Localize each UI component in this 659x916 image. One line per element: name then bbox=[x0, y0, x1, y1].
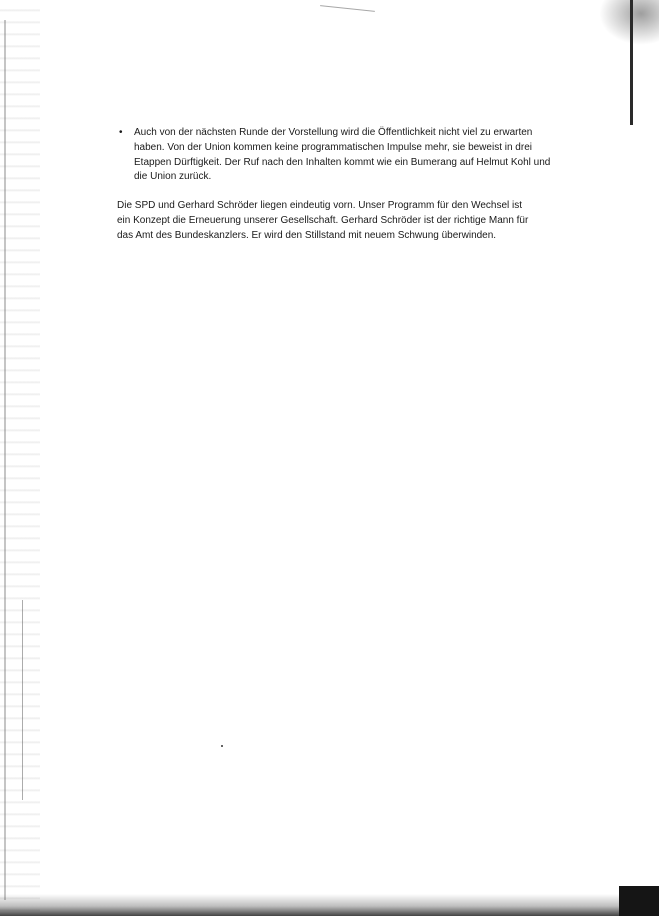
scan-line-left-lower bbox=[22, 600, 23, 800]
bullet-marker: • bbox=[119, 127, 123, 138]
scan-corner-bottom-right bbox=[619, 886, 659, 916]
scan-edge-left bbox=[0, 0, 40, 916]
scan-line-left bbox=[4, 20, 6, 900]
bullet-item bbox=[117, 126, 562, 185]
scan-stroke-top bbox=[320, 5, 375, 12]
scan-smudge-top-right bbox=[599, 0, 659, 45]
bullet-list bbox=[117, 126, 562, 185]
scan-edge-bottom bbox=[0, 894, 659, 916]
scan-speck bbox=[221, 745, 223, 747]
closing-paragraph: Die SPD und Gerhard Schröder liegen eindeutig vorn. Unser Programm für den Wechsel ist ein Konzept die Erneuerung unserer Gesellschaft. Gerhard Schröder ist der richtige Mann für das Amt des Bundeskanzlers. Er wird den Stillstand mit neuem Schwung überwinden. bbox=[117, 200, 529, 241]
scan-bar-right bbox=[630, 0, 633, 125]
bullet-text: Auch von der nächsten Runde der Vorstellung wird die Öffentlichkeit nicht viel zu erwarten haben. Von der Union kommen keine programmatischen Impulse mehr, sie beweist in drei Etappen Dürftigkeit. Der Ruf nach den Inhalten kommt wie ein Bumerang auf Helmut Kohl und die Union zurück. bbox=[134, 127, 551, 183]
document-body bbox=[117, 126, 562, 244]
